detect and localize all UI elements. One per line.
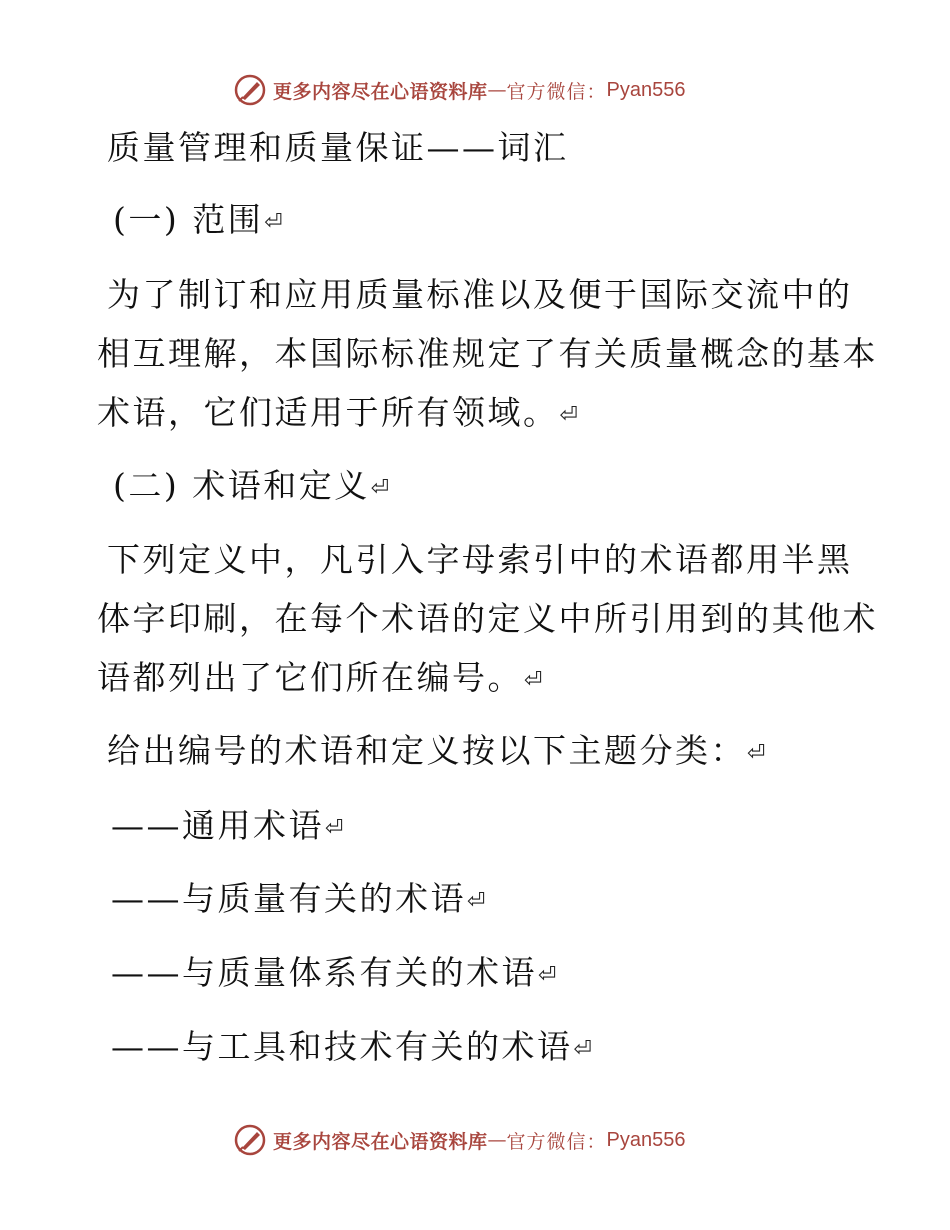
- section1-para-text: 术语，它们适用于所有领域。: [97, 393, 559, 432]
- section2-para-line-2: [97, 599, 878, 639]
- section1-para-line-2: [97, 334, 878, 374]
- section2-para-line-1: [107, 540, 853, 580]
- section1-heading-text: (一) 范围: [113, 200, 264, 239]
- document-title-text: 质量管理和质量保证——词汇: [107, 128, 569, 167]
- section1-para-line-1: [107, 275, 853, 315]
- section1-para-text: 为了制订和应用质量标准以及便于国际交流中的: [107, 275, 853, 314]
- paragraph-mark-icon: ⏎: [325, 816, 344, 841]
- category-item-text: ——与质量有关的术语: [111, 879, 466, 918]
- classification-intro-text: 给出编号的术语和定义按以下主题分类：: [107, 731, 746, 770]
- banner-separator: —: [487, 79, 507, 101]
- paragraph-mark-icon: ⏎: [559, 403, 578, 428]
- section1-para-text: 相互理解，本国际标准规定了有关质量概念的基本: [97, 334, 878, 373]
- category-item-text: ——与质量体系有关的术语: [111, 953, 537, 992]
- banner-site-text: 更多内容尽在心语资料库: [273, 80, 488, 103]
- paragraph-mark-icon: ⏎: [747, 741, 766, 766]
- banner-wechat-id: Pyan556: [606, 78, 686, 101]
- category-item: [111, 806, 343, 849]
- category-item: [111, 879, 485, 922]
- paragraph-mark-icon: ⏎: [538, 963, 557, 988]
- section2-para-text: 下列定义中，凡引入字母索引中的术语都用半黑: [107, 540, 853, 579]
- section2-para-text: 语都列出了它们所在编号。: [97, 658, 523, 697]
- category-item: [111, 953, 556, 996]
- banner-wechat-label: 官方微信：: [506, 80, 607, 103]
- header-banner: [233, 72, 686, 108]
- banner-wechat-id: Pyan556: [606, 1128, 686, 1151]
- banner-wechat-label: 官方微信：: [506, 1130, 607, 1153]
- category-item-text: ——通用术语: [111, 806, 324, 845]
- section1-heading: [113, 200, 283, 243]
- paragraph-mark-icon: ⏎: [370, 476, 390, 501]
- paragraph-mark-icon: ⏎: [264, 210, 283, 235]
- footer-banner: [233, 1122, 686, 1158]
- quill-pen-logo-icon: [233, 1123, 267, 1157]
- classification-intro: [107, 731, 765, 774]
- paragraph-mark-icon: ⏎: [524, 668, 543, 693]
- banner-separator: —: [487, 1129, 507, 1151]
- section1-para-line-3: [97, 393, 578, 436]
- section2-para-text: 体字印刷，在每个术语的定义中所引用到的其他术: [97, 599, 878, 638]
- paragraph-mark-icon: ⏎: [467, 889, 486, 914]
- section2-heading-text: (二) 术语和定义: [113, 466, 370, 505]
- section2-para-line-3: [97, 658, 542, 701]
- paragraph-mark-icon: ⏎: [573, 1037, 592, 1062]
- section2-heading: [113, 466, 389, 509]
- document-title: [107, 128, 569, 168]
- category-item: [111, 1027, 592, 1070]
- category-item-text: ——与工具和技术有关的术语: [111, 1027, 573, 1066]
- quill-pen-logo-icon: [233, 73, 267, 107]
- banner-site-text: 更多内容尽在心语资料库: [273, 1130, 488, 1153]
